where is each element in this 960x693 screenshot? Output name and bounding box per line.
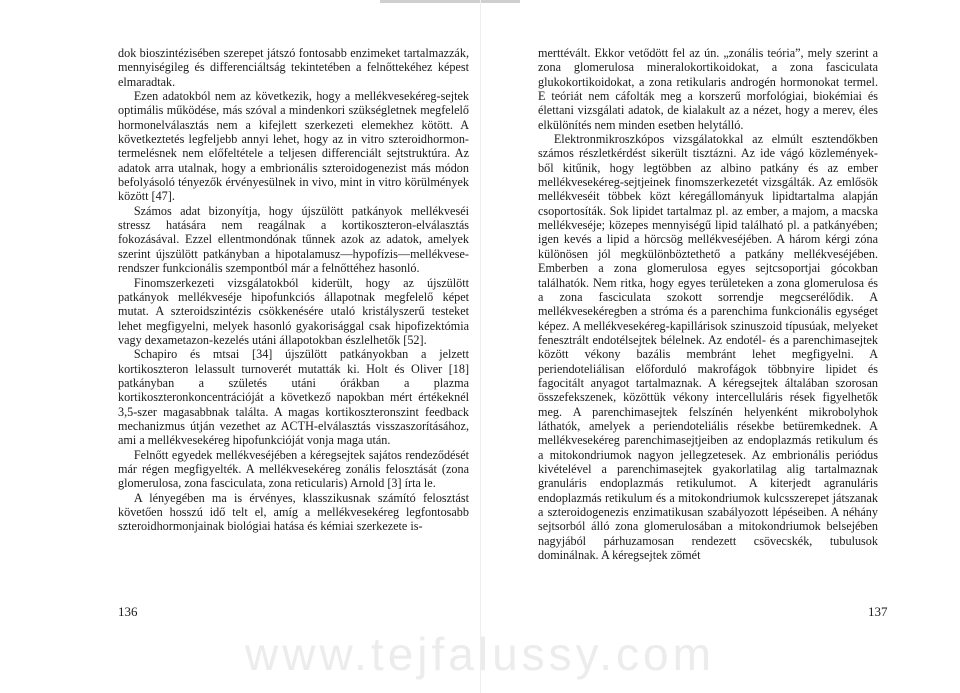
paragraph: Ezen adatokból nem az következik, hogy a mellékvesekéreg-sejtek optimális működése, más szóval a mindenkori szükségletnek megfelelő hormonelválasztás nem a kifejlett szerkezeti elemekhez kötött. A következtetés legfeljebb annyi lehet, hogy az in vitro szteroidhormon-termelésnek nem előfeltétele a teljesen differenciált sejtstruktúra. Az adatok arra utalnak, hogy a embrionális szteroidogenezist más módon befolyásoló tényezők érvényesülnek in vivo, mint in vitro körülmények között [47]. [118, 89, 469, 204]
paragraph: Felnőtt egyedek mellékveséjében a kéregsejtek sajátos rendeződését már régen megfigyelték. A mellékvesekéreg zonális felosztását (zona glomerulosa, zona fasciculata, zona reticularis) Arnold [3] írta le. [118, 447, 469, 491]
paragraph: Számos adat bizonyítja, hogy újszülött patkányok mellékveséi stressz hatására nem reagálnak a kortikoszteron-elválasztás fokozásával. Ezzel ellentmondónak tűnnek azok az adatok, amelyek szerint újszülött patkányban a hipotalamusz—hypofízis—mellékvese-rendszer funkcionális szempontból már a felnőttéhez hasonló. [118, 203, 469, 276]
page-number: 136 [118, 604, 138, 619]
right-page [480, 0, 960, 693]
left-page-text [118, 46, 469, 534]
paragraph: dok bioszintézisében szerepet játszó fontosabb enzimeket tartalmazzák, mennyiségileg és differenciáltság tekintetében a felnőttekéhez képest elmaradtak. [118, 46, 469, 89]
right-page-text [538, 46, 878, 562]
paragraph: merttévált. Ekkor vetődött fel az ún. „zonális teória”, mely szerint a zona glomerulosa mineralokortikoidokat, a zona fasciculata glukokortikoidokat, a zona retikularis androgén hormonokat termel. E teóriát nem cáfolták meg a korszerű morfológiai, biokémiai és élettani vizsgálati adatok, de kialakult az a nézet, hogy a merev, éles elkülönítés nem minden esetben helytálló. [538, 46, 878, 132]
watermark: www.tejfalussy.com [245, 628, 715, 680]
paragraph: Finomszerkezeti vizsgálatokból kiderült, hogy az újszülött patkányok mellékveséje hipofunkciós állapotnak megfelelő képet mutat. A szteroidszintézis csökkenésére utaló kristályszerű testeket lehet megfigyelni, melyek hasonló gyakorisággal csak hipofizektómia vagy dexametazon-kezelés utáni állapotokban észlelhetők [52]. [118, 275, 469, 347]
paragraph: Schapiro és mtsai [34] újszülött patkányokban a jelzett kortikoszteron lelassult turnoverét mutatták ki. Holt és Oliver [18] patkányban a születés utáni órákban a plazma kortikoszteronkoncentrációját a következő napokban mért értékeknél 3,5-szer magasabbnak találta. A magas kortikoszteronszint feedback mechanizmus útján vezethet az ACTH-elválasztás visszaszorításához, ami a mellékvesekéreg hipofunkcióját vonja maga után. [118, 347, 469, 448]
paragraph: Elektronmikroszkópos vizsgálatokkal az elmúlt esztendőkben számos részletkérdést sikerült tisztázni. Az ide vágó közlemények-ből kitűnik, hogy legtöbben az albino patkány és az ember mellékvesekéreg-sejtjeinek finomszerkezetét vizsgálták. Az emlősök mellékveséit többek közt kéregállományuk lipidtartalma alapján csoportosíták. Sok lipidet tartalmaz pl. az ember, a majom, a macska mellékveséje; közepes mennyiségű lipid található pl. a patkányében; igen kevés a lipid a hörcsög mellékveséjében. A három kérgi zóna különösen jól megkülönböztethető a patkány mellékveséjében. Emberben a zona glomerulosa egyes sejtcsoportjai gócokban találhatók. Nem ritka, hogy egyes területeken a zona glomerulosa és a zona fasciculata szokott sorrendje megcserélődik. A mellékvesekéregben a stróma és a parenchima funkcionális egységet képez. A mellékvesekéreg-kapillárisok szinuszoid típusúak, melyeket fenesztrált endotélsejtek bélelnek. Az endotél- és a parenchimasejtek között vékony bazális membránt lehet megfigyelni. A periendoteliálisan előforduló makrofágok többnyire lipidet és fagocitált anyagot tartalmaznak. A kéregsejtek általában szorosan összefekszenek, közöttük vékony intercelluláris rések figyelhetők meg. A parenchimasejtek felszínén helyenként mikrobolyhok láthatók, amelyek a periendoteliális résekbe betüremkednek. A mellékvesekéreg parenchimasejtjeiben az endoplazmás retikulum és a mitokondriumok nagyon jellegzetesek. Az embrionális periódus kivételével a parenchimasejtek gyakorlatilag alig tartalmaznak granuláris endoplazmás retikulumot. A kiterjedt agranuláris endoplazmás retikulum és a mitokondriumok kulcsszerepet játszanak a szteroidogenezis enzimatikusan szabályozott lépéseiben. A néhány sejtsorból álló zona glomerulosában a mitokondriumok belsejében nagyjából párhuzamosan rendezett csövecskék, tubulusok dominálnak. A kéregsejtek zömét [538, 132, 878, 563]
paragraph: A lényegében ma is érvényes, klasszikusnak számító felosztást követően hosszú idő telt el, amíg a mellékvesekéreg legfontosabb szteroidhormonjainak biológiai hatása és kémiai szerkezete is- [118, 490, 469, 534]
page-number: 137 [868, 604, 888, 619]
